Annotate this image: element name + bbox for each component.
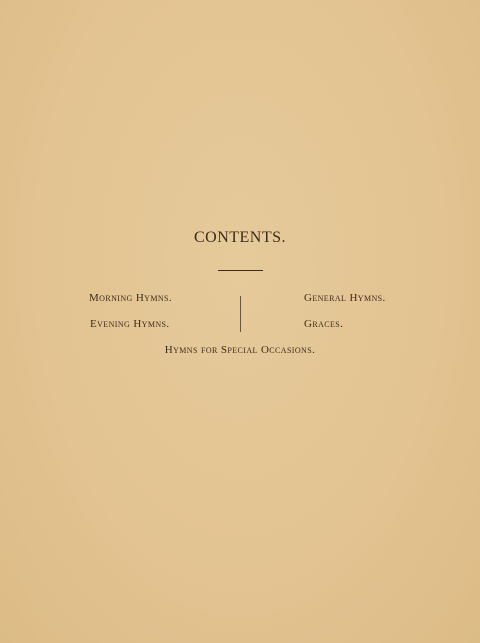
- title-rule: [218, 270, 263, 271]
- contents-entry-special-occasions: Hymns for Special Occasions.: [164, 344, 316, 356]
- contents-entry-evening-hymns: Evening Hymns.: [90, 318, 170, 330]
- contents-entry-morning-hymns: Morning Hymns.: [89, 292, 173, 304]
- column-divider: [240, 296, 241, 332]
- page-title: CONTENTS.: [193, 229, 287, 246]
- contents-entry-graces: Graces.: [304, 318, 344, 330]
- contents-entry-general-hymns: General Hymns.: [304, 292, 386, 304]
